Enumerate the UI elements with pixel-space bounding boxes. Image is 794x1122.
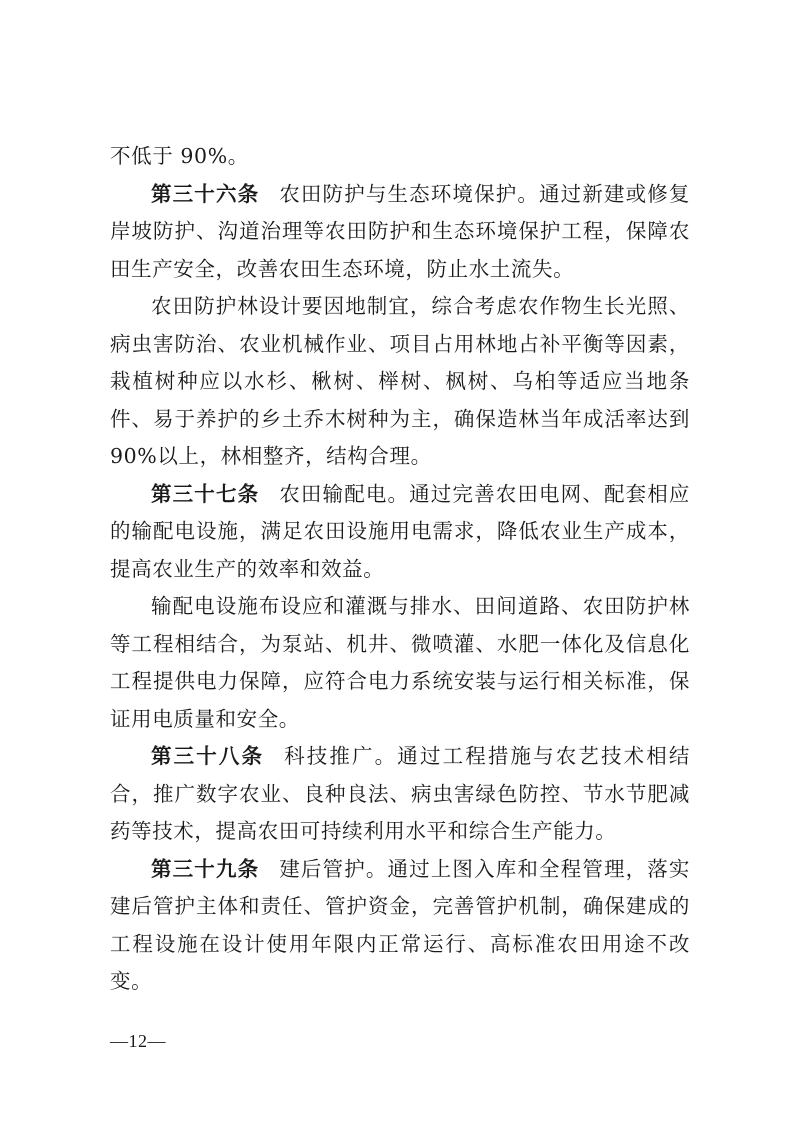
article-39 bbox=[110, 851, 690, 1001]
paragraph-text: 农田防护林设计要因地制宜，综合考虑农作物生长光照、病虫害防治、农业机械作业、项目占用林地占补平衡等因素，栽植树种应以水杉、楸树、榉树、枫树、乌桕等适应当地条件、易于养护的乡土乔木树种为主，确保造林当年成活率达到 90%以上，林相整齐，结构合理。 bbox=[110, 294, 690, 468]
article-number: 第三十六条 bbox=[151, 181, 260, 206]
paragraph-text: 输配电设施布设应和灌溉与排水、田间道路、农田防护林等工程相结合，为泵站、机井、微喷灌、水肥一体化及信息化工程提供电力保障，应符合电力系统安装与运行相关标准，保证用电质量和安全。 bbox=[110, 594, 690, 731]
article-36-paragraph-2 bbox=[110, 288, 690, 476]
paragraph-text: 不低于 90%。 bbox=[110, 144, 249, 168]
document-body bbox=[110, 138, 690, 1001]
article-38 bbox=[110, 738, 690, 851]
article-number: 第三十七条 bbox=[151, 481, 260, 506]
paragraph-text: 建后管护。通过上图入库和全程管理，落实建后管护主体和责任、管护资金，完善管护机制，确保建成的工程设施在设计使用年限内正常运行、高标准农田用途不改变。 bbox=[110, 856, 691, 993]
article-number: 第三十八条 bbox=[151, 744, 265, 768]
article-37 bbox=[110, 476, 690, 589]
page-number: —12— bbox=[110, 1031, 166, 1051]
article-number: 第三十九条 bbox=[151, 856, 260, 881]
article-37-paragraph-2 bbox=[110, 588, 690, 738]
article-36 bbox=[110, 176, 690, 289]
paragraph-continuation bbox=[110, 138, 690, 176]
paragraph-text: 农田输配电。通过完善农田电网、配套相应的输配电设施，满足农田设施用电需求，降低农业生产成本，提高农业生产的效率和效益。 bbox=[110, 481, 691, 581]
paragraph-text: 农田防护与生态环境保护。通过新建或修复岸坡防护、沟道治理等农田防护和生态环境保护工程，保障农田生产安全，改善农田生态环境，防止水土流失。 bbox=[110, 181, 691, 281]
paragraph-text: 科技推广。通过工程措施与农艺技术相结合，推广数字农业、良种良法、病虫害绿色防控、节水节肥减药等技术，提高农田可持续利用水平和综合生产能力。 bbox=[110, 744, 690, 843]
